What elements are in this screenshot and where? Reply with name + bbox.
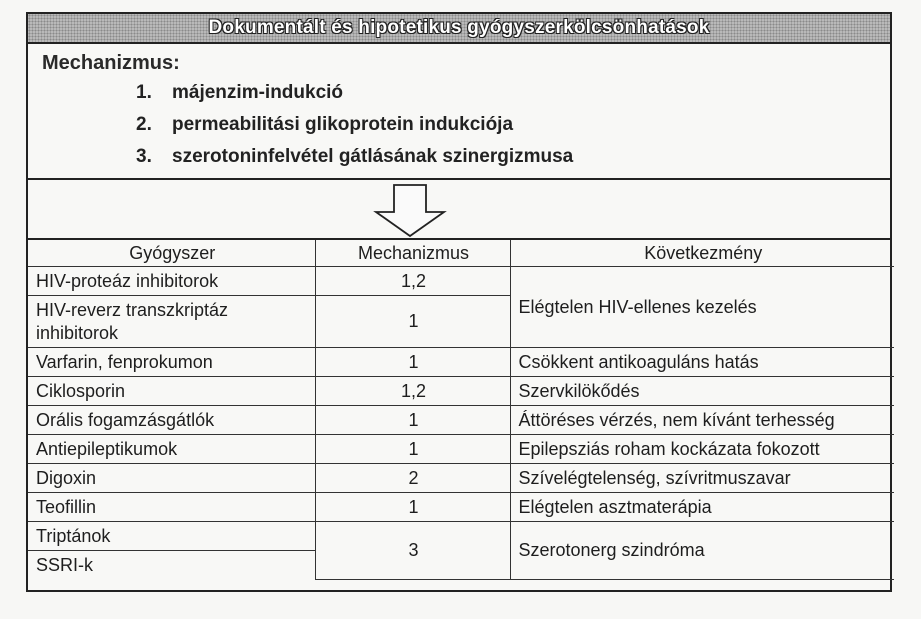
mechanism-list [136,82,573,178]
table-row [28,435,894,464]
consequence-cell: Szerotonerg szindróma [510,522,894,580]
mechanism-item-1 [136,82,573,114]
header-mechanism: Mechanizmus [315,240,510,267]
mechanism-section [28,44,890,180]
drug-cell: Orális fogamzásgátlók [28,406,315,435]
mechanism-number: 2. [136,114,152,135]
drug-cell: Digoxin [28,464,315,493]
table-header-row [28,240,894,267]
consequence-cell: Szívelégtelenség, szívritmuszavar [510,464,894,493]
table-row [28,348,894,377]
mechanism-heading: Mechanizmus: [42,52,180,74]
drug-cell: Ciklosporin [28,377,315,406]
table-row [28,464,894,493]
mechanism-number: 3. [136,146,152,167]
drug-cell: Varfarin, fenprokumon [28,348,315,377]
mechanism-cell: 1 [315,406,510,435]
drug-cell: SSRI-k [28,551,315,580]
table-row [28,267,894,296]
mechanism-cell: 1,2 [315,377,510,406]
drug-cell: HIV-reverz transzkriptáz inhibitorok [28,296,315,348]
mechanism-cell: 1,2 [315,267,510,296]
drug-cell: Antiepileptikumok [28,435,315,464]
mechanism-cell: 2 [315,464,510,493]
consequence-cell: Elégtelen asztmaterápia [510,493,894,522]
drug-cell: HIV-proteáz inhibitorok [28,267,315,296]
consequence-cell: Elégtelen HIV-ellenes kezelés [510,267,894,348]
consequence-cell: Szervkilökődés [510,377,894,406]
mechanism-item-3 [136,146,573,178]
mechanism-text: permeabilitási glikoprotein indukciója [172,114,514,135]
mechanism-text: szerotoninfelvétel gátlásának szinergizmusa [172,146,574,167]
interaction-table [28,240,894,580]
page-title: Dokumentált és hipotetikus gyógyszerkölcsönhatások [28,14,890,44]
header-drug: Gyógyszer [28,240,315,267]
down-arrow-icon [370,184,450,238]
consequence-cell: Áttöréses vérzés, nem kívánt terhesség [510,406,894,435]
mechanism-cell: 1 [315,435,510,464]
consequence-cell: Csökkent antikoaguláns hatás [510,348,894,377]
mechanism-item-2 [136,114,573,146]
table-row [28,522,894,551]
header-consequence: Következmény [510,240,894,267]
mechanism-cell: 1 [315,493,510,522]
mechanism-cell: 3 [315,522,510,580]
mechanism-cell: 1 [315,348,510,377]
mechanism-number: 1. [136,82,152,103]
table-row [28,493,894,522]
consequence-cell: Epilepsziás roham kockázata fokozott [510,435,894,464]
arrow-section [28,180,890,240]
table-row [28,406,894,435]
drug-cell: Triptánok [28,522,315,551]
table-row [28,377,894,406]
mechanism-cell: 1 [315,296,510,348]
mechanism-text: májenzim-indukció [172,82,344,103]
interaction-sheet [26,12,892,592]
drug-cell: Teofillin [28,493,315,522]
